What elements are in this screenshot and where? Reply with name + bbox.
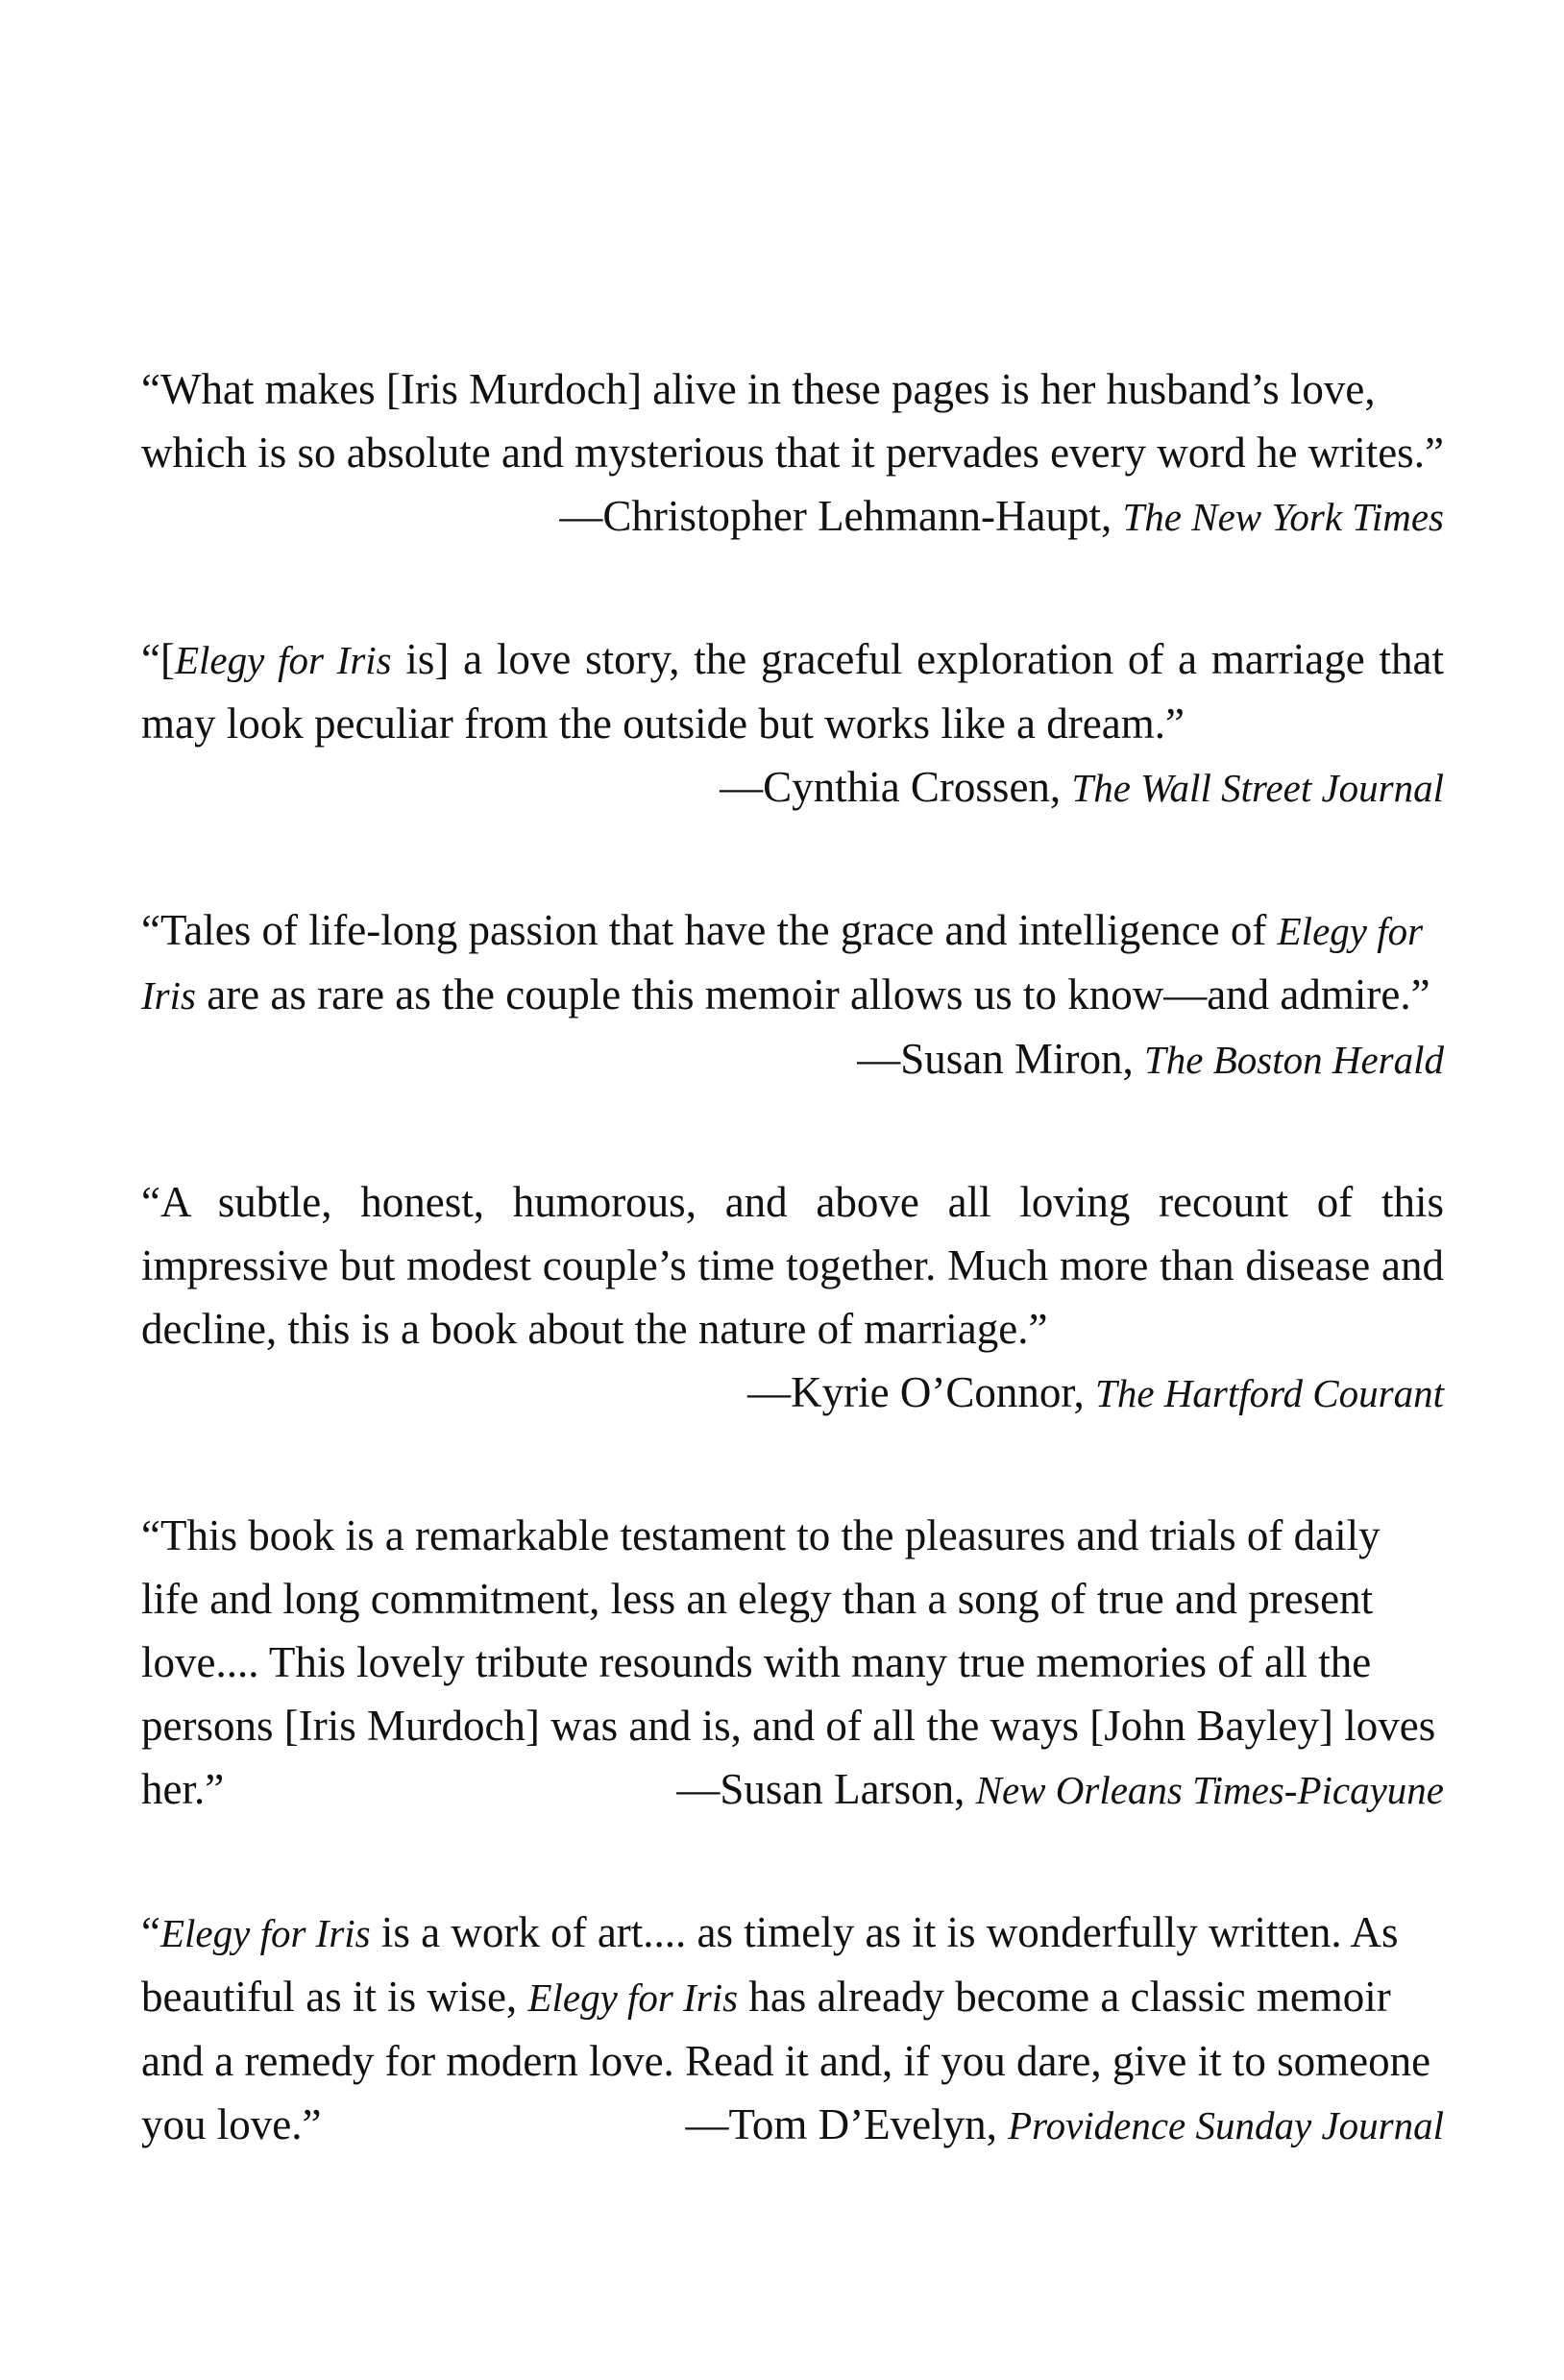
blurb-attribution — [676, 1757, 1444, 1822]
blurb-quote: “What makes [Iris Murdoch] alive in these pages is her husband’s love, which is so absolute and mysterious that it pervades every word he writes.” — [141, 365, 1444, 477]
quote-open: “[ — [141, 635, 175, 683]
blurb-larson — [141, 1504, 1444, 1822]
blurb-quote: “This book is a remarkable testament to the pleasures and trials of daily life and long commitment, less an elegy than a song of true and present love.... This lovely tribute resounds with many true memories of all the persons [Iris Murdoch] was and is, and of all the ways [John Bayley] loves her.” — [141, 1511, 1436, 1813]
blurb-miron — [141, 898, 1444, 1092]
blurb-attribution — [141, 1361, 1444, 1425]
quote-open: “ — [141, 1908, 160, 1956]
quote-rest: are as rare as the couple this memoir allows us to know—and admire.” — [195, 970, 1430, 1018]
book-title: Elegy for Iris — [174, 638, 392, 682]
blurb-quote — [141, 906, 1430, 1018]
book-title: Elegy for Iris — [159, 1911, 371, 1955]
blurb-author: —Susan Larson, — [676, 1765, 965, 1813]
blurb-crossen — [141, 627, 1444, 820]
blurb-source: The New York Times — [1122, 495, 1444, 539]
blurb-source: The Boston Herald — [1143, 1038, 1444, 1082]
blurb-develyn — [141, 1901, 1444, 2157]
blurb-author: —Cynthia Crossen, — [720, 763, 1062, 811]
quote-rest: has already become a classic memoir and a remedy for modern love. Read it and, if you dare, give it to someone you love.” — [141, 1973, 1431, 2148]
book-title: Elegy for Iris — [141, 909, 1424, 1018]
blurb-oconnor — [141, 1170, 1444, 1425]
blurb-source: New Orleans Times-Picayune — [975, 1768, 1444, 1812]
book-title-2: Elegy for Iris — [527, 1975, 739, 2020]
quote-rest: is] a love story, the graceful exploration of a marriage that may look peculiar from the outside but works like a dream.” — [141, 635, 1444, 748]
blurb-author: —Kyrie O’Connor, — [747, 1368, 1085, 1416]
blurb-quote — [141, 627, 1444, 755]
quote-mid: is a work of art.... as timely as it is wonderfully written. As beautiful as it is wise, — [141, 1908, 1399, 2021]
blurb-attribution — [559, 484, 1444, 549]
blurb-quote: “A subtle, honest, humorous, and above all loving recount of this impressive but modest couple’s time together. Much more than disease and decline, this is a book about the nature of marriage.” — [141, 1178, 1444, 1353]
praise-quotes — [141, 357, 1444, 2236]
blurb-attribution — [857, 1027, 1444, 1092]
blurb-source: The Wall Street Journal — [1071, 766, 1444, 810]
quote-start: “Tales of life-long passion that have the grace and intelligence of — [141, 906, 1278, 954]
blurb-attribution — [686, 2093, 1444, 2157]
blurb-author: —Christopher Lehmann-Haupt, — [559, 492, 1112, 540]
blurb-source: The Hartford Courant — [1095, 1371, 1444, 1415]
blurb-author: —Tom D’Evelyn, — [685, 2100, 997, 2148]
blurb-lehmann-haupt — [141, 357, 1444, 549]
blurb-source: Providence Sunday Journal — [1008, 2103, 1444, 2147]
blurb-attribution — [141, 755, 1444, 820]
blurb-author: —Susan Miron, — [857, 1035, 1134, 1083]
